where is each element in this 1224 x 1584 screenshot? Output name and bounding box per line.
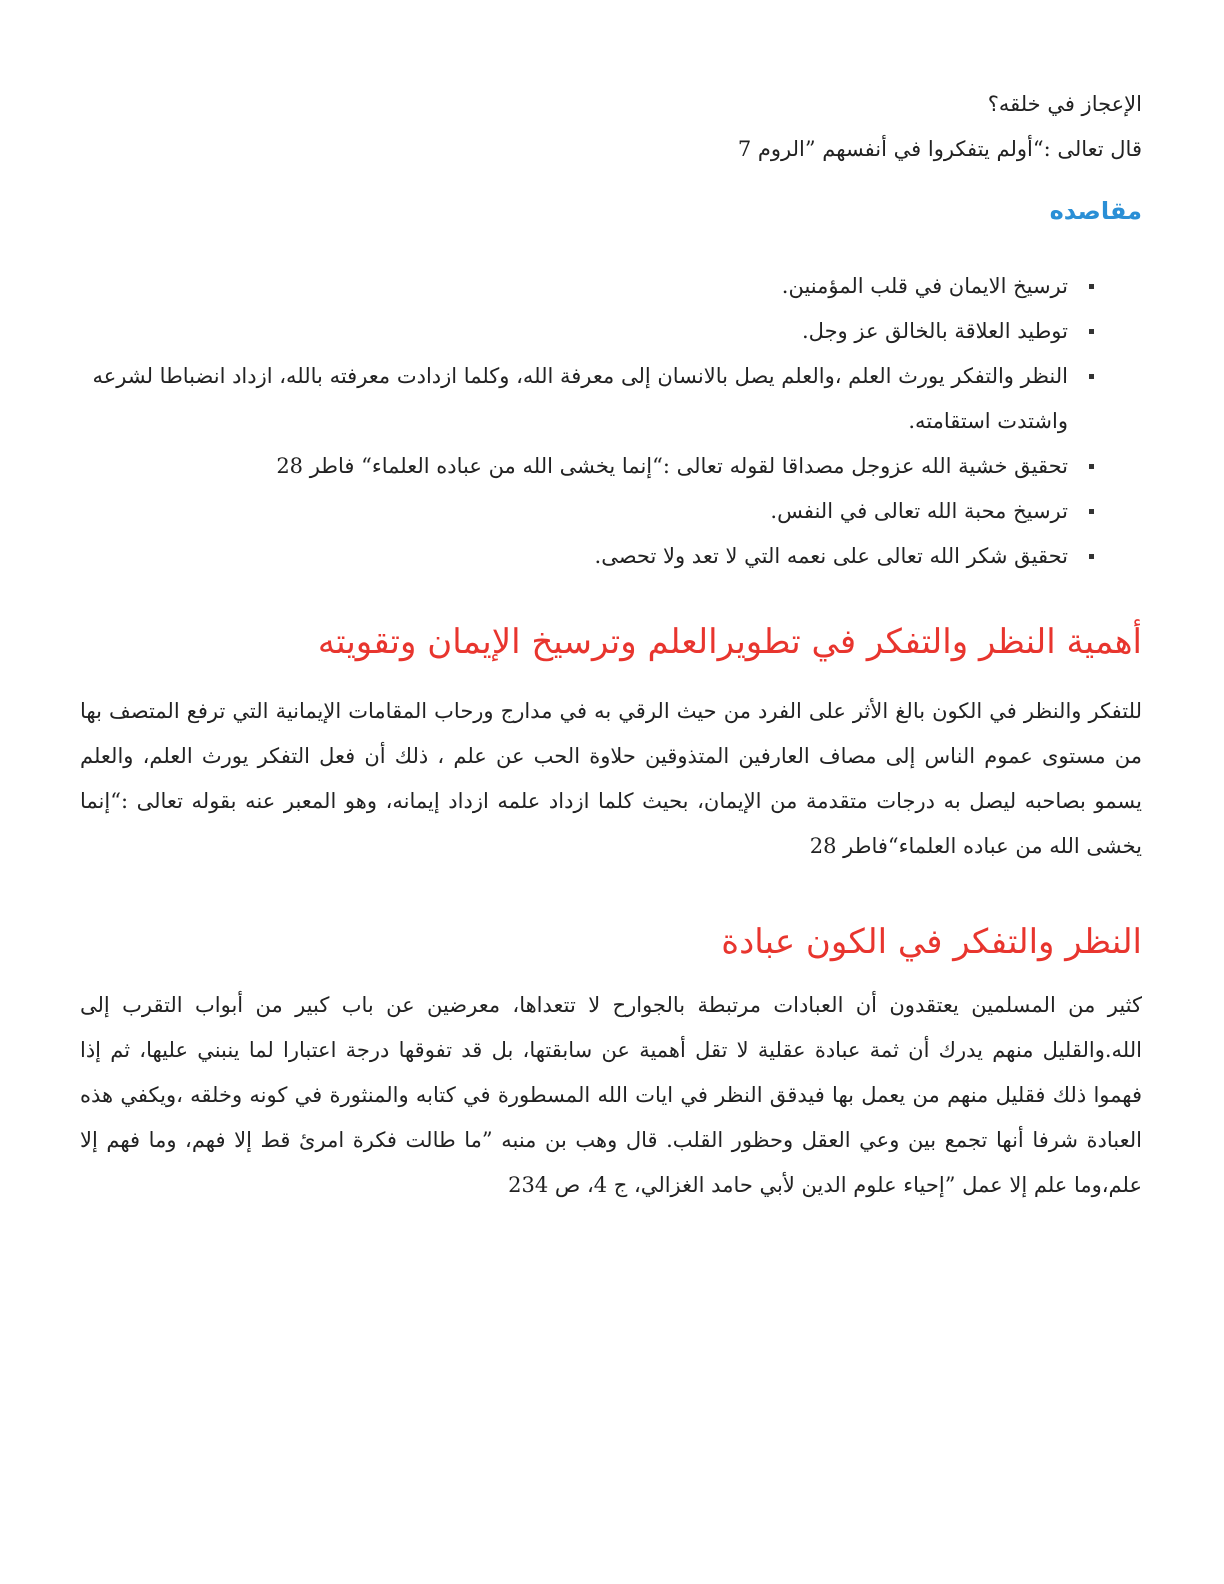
list-item: ترسيخ الايمان في قلب المؤمنين. — [80, 264, 1068, 309]
list-item: توطيد العلاقة بالخالق عز وجل. — [80, 309, 1068, 354]
list-item: ترسيخ محبة الله تعالى في النفس. — [80, 489, 1068, 534]
objectives-heading: مقاصده — [1049, 197, 1142, 225]
section-paragraph-importance: للتفكر والنظر في الكون بالغ الأثر على الفرد من حيث الرقي به في مدارج ورحاب المقامات الإيمانية التي ترفع المتصف بها من مستوى عموم الناس إلى مصاف العارفين المتذوقين حلاوة الحب عن علم ، ذلك أن فعل التفكر يورث العلم، والعلم يسمو بصاحبه ليصل به درجات متقدمة من الإيمان، بحيث كلما ازداد علمه ازداد إيمانه، وهو المعبر عنه بقوله تعالى :“إنما يخشى الله من عباده العلماء“فاطر 28 — [80, 699, 1142, 858]
list-item: النظر والتفكر يورث العلم ،والعلم يصل بالانسان إلى معرفة الله، وكلما ازدادت معرفته بالله، ازداد انضباطا لشرعه واشتدت استقامته. — [80, 354, 1068, 444]
document-page — [80, 82, 1142, 1208]
section-paragraph-worship: كثير من المسلمين يعتقدون أن العبادات مرتبطة بالجوارح لا تتعداها، معرضين عن باب كبير من أبواب التقرب إلى الله.والقليل منهم يدرك أن ثمة عبادة عقلية لا تقل أهمية عن سابقتها، بل قد تفوقها درجة اعتبارا لما ينبني عليها، ثم إذا فهموا ذلك فقليل منهم من يعمل بها فيدقق النظر في ايات الله المسطورة في كتابه والمنثورة في كونه وخلقه ،ويكفي هذه العبادة شرفا أنها تجمع بين وعي العقل وحظور القلب. قال وهب بن منبه ”ما طالت فكرة امرئ قط إلا فهم، وما فهم إلا علم،وما علم إلا عمل ”إحياء علوم الدين لأبي حامد الغزالي، ج 4، ص 234 — [80, 993, 1142, 1197]
objectives-list — [80, 264, 1142, 579]
section-heading-importance: أهمية النظر والتفكر في تطويرالعلم وترسيخ الإيمان وتقويته — [317, 622, 1142, 662]
list-item: تحقيق شكر الله تعالى على نعمه التي لا تعد ولا تحصى. — [80, 534, 1068, 579]
intro-line-1: الإعجاز في خلقه؟ — [987, 92, 1142, 116]
intro-line-2: قال تعالى :“أولم يتفكروا في أنفسهم ”الروم 7 — [737, 137, 1142, 161]
section-heading-worship: النظر والتفكر في الكون عبادة — [721, 922, 1142, 962]
list-item: تحقيق خشية الله عزوجل مصداقا لقوله تعالى :“إنما يخشى الله من عباده العلماء“ فاطر 28 — [80, 444, 1068, 489]
